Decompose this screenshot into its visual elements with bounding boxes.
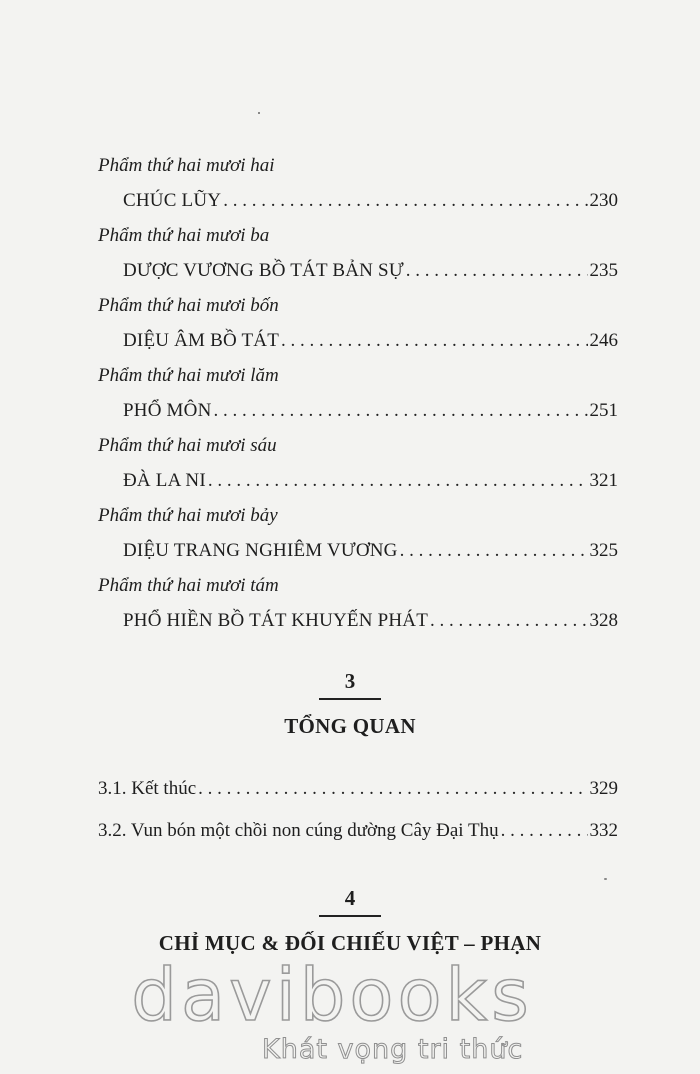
watermark-tagline: Khát vọng tri thức (262, 1034, 524, 1065)
toc-row[interactable] (98, 603, 618, 638)
chapter-label: Phẩm thứ hai mươi ba (98, 225, 270, 246)
print-speck (604, 878, 607, 880)
print-speck (258, 112, 260, 114)
dot-leader (281, 323, 587, 358)
dot-leader (406, 253, 588, 288)
toc-entry (98, 148, 618, 218)
watermark (0, 953, 700, 1065)
chapter-label: Phẩm thứ hai mươi tám (98, 575, 279, 596)
section-title: TỔNG QUAN (284, 713, 416, 738)
dot-leader (198, 771, 587, 807)
toc-row[interactable] (98, 253, 618, 288)
section-3-header (0, 669, 700, 740)
toc-row[interactable] (98, 393, 618, 428)
section-number: 4 (344, 886, 356, 910)
toc-list (98, 148, 618, 638)
chapter-label: Phẩm thứ hai mươi sáu (98, 435, 277, 456)
toc-row[interactable] (98, 183, 618, 218)
chapter-title: ĐÀ LA NI (123, 470, 206, 491)
dot-leader (214, 393, 588, 428)
page-number: 321 (589, 470, 618, 491)
dot-leader (400, 533, 588, 568)
chapter-title: DIỆU ÂM BỒ TÁT (123, 330, 280, 351)
page-number: 235 (589, 260, 618, 281)
watermark-brand: davibooks (131, 953, 533, 1037)
dot-leader (208, 463, 588, 498)
chapter-title: DƯỢC VƯƠNG BỒ TÁT BẢN SỰ (123, 260, 404, 281)
chapter-label: Phẩm thứ hai mươi bảy (98, 505, 278, 526)
section-rule (319, 915, 381, 917)
dot-leader (430, 603, 587, 638)
toc-entry (98, 358, 618, 428)
chapter-title: PHỔ HIỀN BỒ TÁT KHUYẾN PHÁT (123, 610, 429, 631)
item-title: 3.1. Kết thúc (98, 778, 197, 799)
page-number: 332 (589, 820, 618, 841)
section-number: 3 (344, 669, 356, 693)
toc-row[interactable] (98, 533, 618, 568)
section-title: CHỈ MỤC & ĐỐI CHIẾU VIỆT – PHẠN (158, 930, 542, 955)
chapter-title: CHÚC LŨY (123, 190, 222, 211)
chapter-title: PHỔ MÔN (123, 400, 212, 421)
dot-leader (223, 183, 587, 218)
toc-row[interactable] (98, 771, 618, 813)
section-4-header (0, 886, 700, 957)
toc-entry (98, 288, 618, 358)
toc-row[interactable] (98, 463, 618, 498)
page-number: 246 (589, 330, 618, 351)
toc-row[interactable] (98, 813, 618, 855)
page-number: 230 (589, 190, 618, 211)
page-number: 329 (589, 778, 618, 799)
item-title: 3.2. Vun bón một chồi non cúng dường Cây Đại Thụ (98, 820, 499, 841)
toc-row[interactable] (98, 323, 618, 358)
chapter-label: Phẩm thứ hai mươi lăm (98, 365, 279, 386)
toc-entry (98, 568, 618, 638)
page-number: 251 (589, 400, 618, 421)
chapter-title: DIỆU TRANG NGHIÊM VƯƠNG (123, 540, 398, 561)
toc-entry (98, 498, 618, 568)
toc-entry (98, 218, 618, 288)
chapter-label: Phẩm thứ hai mươi bốn (98, 295, 279, 316)
page-number: 328 (589, 610, 618, 631)
chapter-label: Phẩm thứ hai mươi hai (98, 155, 275, 176)
section-rule (319, 698, 381, 700)
dot-leader (501, 813, 588, 849)
page-number: 325 (589, 540, 618, 561)
toc-entry (98, 428, 618, 498)
section-3-list (98, 771, 618, 855)
